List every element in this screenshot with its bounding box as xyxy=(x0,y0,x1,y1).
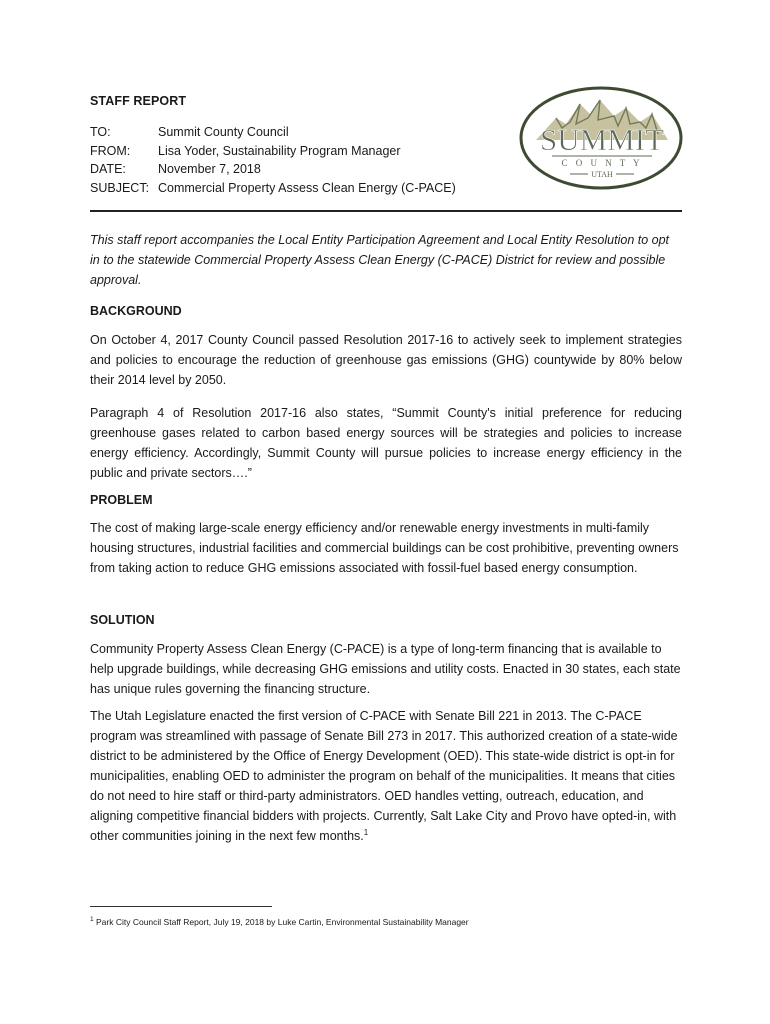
footnote-text: Park City Council Staff Report, July 19, 2018 by Luke Cartin, Environmental Sustainability Manager xyxy=(96,916,469,927)
memo-date-label: DATE: xyxy=(90,162,126,176)
solution-paragraph-2 xyxy=(90,706,682,846)
memo-subject-value: Commercial Property Assess Clean Energy (C-PACE) xyxy=(158,180,456,195)
report-title: STAFF REPORT xyxy=(90,94,187,108)
memo-to-label: TO: xyxy=(90,125,111,139)
solution-paragraph-1: Community Property Assess Clean Energy (C-PACE) is a type of long-term financing that is available to help upgrade buildings, while decreasing GHG emissions and utility costs. Enacted in 30 states, each state has unique rules governing the financing structure. xyxy=(90,642,681,696)
header-divider xyxy=(90,210,682,212)
footnote-reference[interactable]: 1 xyxy=(363,827,369,837)
footnote-number: 1 xyxy=(90,916,94,923)
intro-paragraph: This staff report accompanies the Local Entity Participation Agreement and Local Entity Resolution to opt in to the statewide Commercial Property Assess Clean Energy (C-PACE) District for review and possible approval. xyxy=(90,233,670,287)
background-paragraph-1: On October 4, 2017 County Council passed Resolution 2017-16 to actively seek to implement strategies and policies to encourage the reduction of greenhouse gas emissions (GHG) countywide by 80% below their 2014 level by 2050. xyxy=(90,333,682,387)
memo-to-row xyxy=(90,123,456,142)
memo-date-value: November 7, 2018 xyxy=(158,162,261,176)
logo-main-text: SUMMIT xyxy=(539,122,665,157)
solution-paragraph-2-text: The Utah Legislature enacted the first version of C-PACE with Senate Bill 221 in 2013. The C-PACE program was streamlined with passage of Senate Bill 273 in 2017. This authorized creation of a state-wide district to be administered by the Office of Energy Development (OED). This state-wide district is opt-in for municipalities, enabling OED to administer the program on behalf of the municipalities. It means that cities do not need to hire staff or third-party administrators. OED handles vetting, outreach, education, and aligning competitive financial bidders with projects. Currently, Salt Lake City and Provo have opted-in, with other communities joining in the next few months. xyxy=(90,709,678,843)
background-heading: BACKGROUND xyxy=(90,304,182,318)
memo-subject-row xyxy=(90,179,456,198)
logo-state-text: UTAH xyxy=(591,170,613,179)
memo-to-value: Summit County Council xyxy=(158,125,289,139)
logo-county-text: C O U N T Y xyxy=(561,158,643,168)
solution-heading: SOLUTION xyxy=(90,613,155,627)
memo-from-label: FROM: xyxy=(90,143,131,158)
summit-county-logo xyxy=(518,84,684,192)
background-paragraph-2: Paragraph 4 of Resolution 2017-16 also states, “Summit County's initial preference for reducing greenhouse gases related to carbon based energy sources will be strategies and policies to increase energy efficiency. Accordingly, Summit County will pursue policies to increase energy efficiency in the public and private sectors….” xyxy=(90,406,682,480)
memo-subject-label: SUBJECT: xyxy=(90,180,150,195)
memo-from-value: Lisa Yoder, Sustainability Program Manager xyxy=(158,143,401,158)
problem-heading: PROBLEM xyxy=(90,493,153,507)
footnote xyxy=(90,916,469,927)
memo-date-row xyxy=(90,160,456,179)
footnote-divider xyxy=(90,906,272,907)
memo-header xyxy=(90,123,456,197)
memo-from-row xyxy=(90,142,456,161)
problem-paragraph: The cost of making large-scale energy efficiency and/or renewable energy investments in multi-family housing structures, industrial facilities and commercial buildings can be cost prohibitive, preventing owners from taking action to reduce GHG emissions associated with fossil-fuel based energy consumption. xyxy=(90,521,679,575)
